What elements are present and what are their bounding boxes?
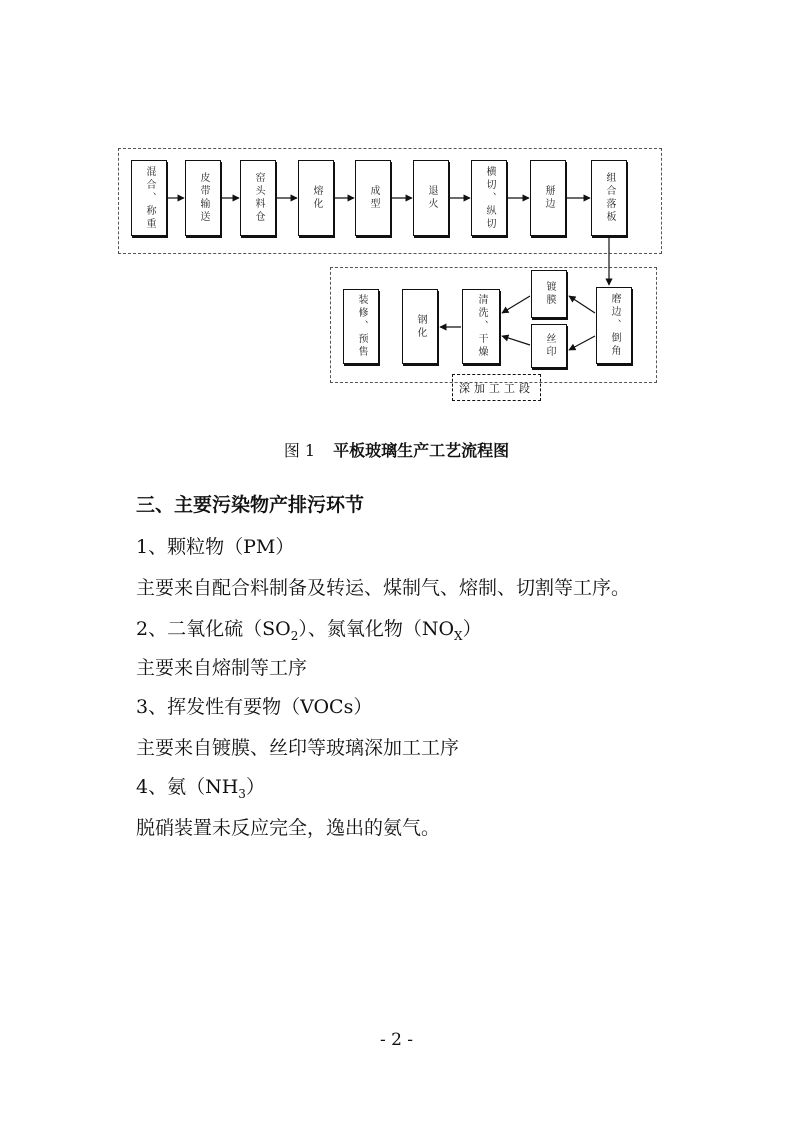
step-grinding: 磨边、倒角 — [596, 287, 632, 364]
step-annealing: 退火 — [413, 160, 449, 236]
step-stacking: 组合落板 — [591, 160, 627, 236]
step-forming: 成型 — [355, 160, 391, 236]
step-kiln-hopper: 窑头料仓 — [240, 160, 276, 236]
step-melting: 熔化 — [298, 160, 334, 236]
item-4-title: 4、氨$(NH_3)$ — [136, 776, 265, 801]
step-cleaning-drying: 清洗、干燥 — [462, 289, 500, 364]
step-mix-weigh: 混合、称重 — [131, 160, 167, 236]
step-belt-conveying: 皮带输送 — [185, 160, 221, 236]
step-printing: 丝印 — [531, 324, 567, 368]
item-1-desc: 主要来自配合料制备及转运、煤制气、熔制、切割等工序。 — [136, 577, 631, 599]
item-4-desc: 脱硝装置未反应完全，逸出的氨气。 — [136, 817, 441, 839]
item-2-title: 2、二氧化硫$(SO_2)$、氮氧化物$(NO_X)$ — [136, 618, 482, 643]
section-heading: 三、主要污染物产排污环节 — [136, 494, 365, 516]
step-tempering: 钢化 — [402, 289, 438, 364]
step-coating: 镀膜 — [531, 270, 567, 318]
item-2-desc: 主要来自熔制等工序 — [136, 657, 308, 679]
item-3-desc: 主要来自镀膜、丝印等玻璃深加工工序 — [136, 737, 460, 759]
step-edge-breaking: 掰边 — [530, 160, 566, 236]
step-cutting: 横切、纵切 — [471, 160, 507, 236]
step-packing: 装修、预售 — [343, 289, 379, 364]
item-1-title: 1、颗粒物（PM） — [136, 536, 295, 558]
figure-caption: 图 1 平板玻璃生产工艺流程图 — [283, 441, 510, 460]
item-3-title: 3、挥发性有要物（VOCs） — [136, 696, 373, 718]
deep-processing-label: 深加工工段 — [452, 374, 541, 401]
page-number: - 2 - — [379, 1030, 414, 1050]
